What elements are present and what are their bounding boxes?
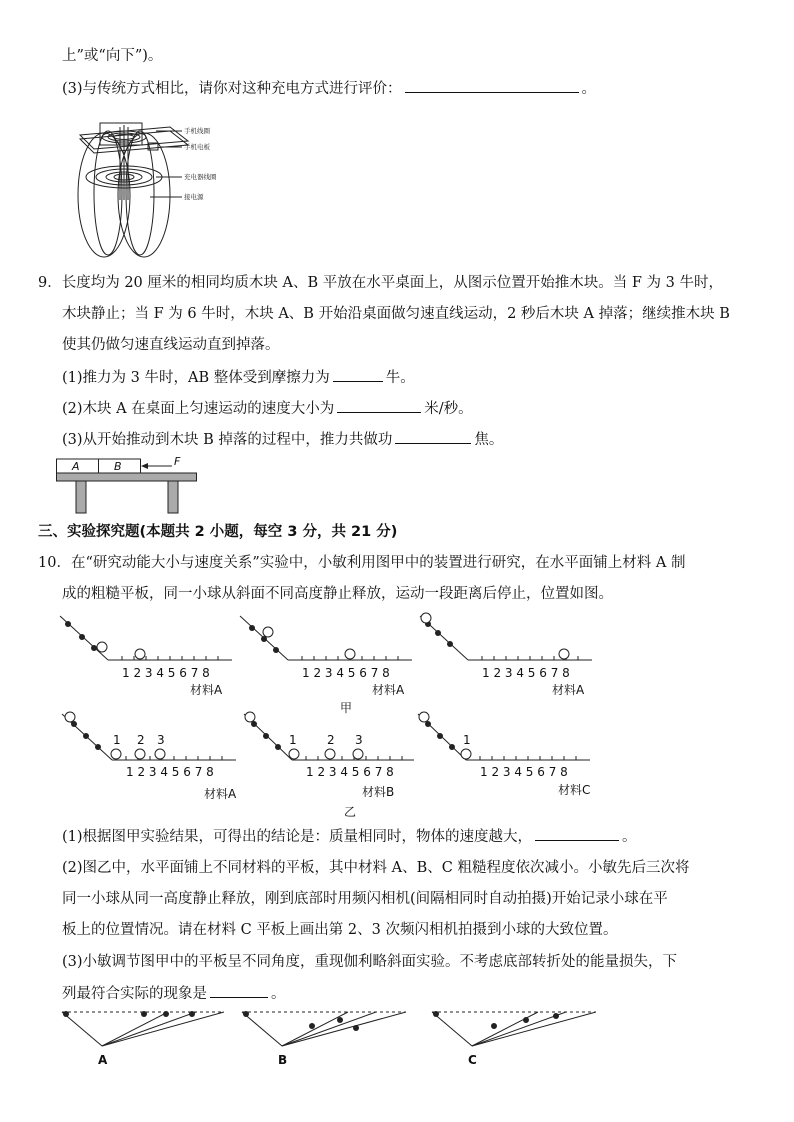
material-label: 材料B [362,785,395,799]
section-3-heading: 三、实验探究题(本题共 2 小题，每空 3 分，共 21 分) [38,524,398,540]
figure-yi-caption: 乙 [344,805,357,819]
q10-part2-line3: 板上的位置情况。请在材料 C 平板上画出第 2、3 次频闪相机拍摄到小球的大致位置。 [62,922,618,938]
position-mark-3: 3 [355,733,363,747]
q9-part2-answer-blank[interactable] [337,398,421,413]
q10-part1-answer-blank[interactable] [535,826,619,841]
q10-part2-line1: (2)图乙中，水平面铺上不同材料的平板，其中材料 A、B、C 粗糙程度依次减小。小敏先后三次将 [62,860,690,876]
tick-labels: 1 2 3 4 5 6 7 8 [126,765,214,779]
position-mark-2: 2 [327,733,335,747]
q8-part3: (3)与传统方式相比，请你对这种充电方式进行评价： 。 [62,78,596,99]
q9-part2: (2)木块 A 在桌面上匀速运动的速度大小为 米/秒。 [62,398,473,419]
ball-start [263,627,273,637]
option-a-label: A [98,1053,108,1067]
svg-text:F: F [174,455,181,468]
table-top [57,473,197,481]
option-b-label: B [278,1053,288,1067]
ball-start [97,642,107,652]
q10-part1: (1)根据图甲实验结果，可得出的结论是：质量相同时，物体的速度越大， 。 [62,826,637,847]
svg-text:A: A [72,460,80,473]
position-mark-3: 3 [157,733,165,747]
ball-stop [345,649,355,659]
position-mark-2: 2 [137,733,145,747]
q10-stem-line2: 成的粗糙平板，同一小球从斜面不同高度静止释放，运动一段距离后停止，位置如图。 [62,586,613,602]
tick-labels: 1 2 3 4 5 6 7 8 [306,765,394,779]
option-diagrams [56,1008,616,1070]
figure-jia [56,612,596,715]
svg-text:B: B [114,460,122,473]
q10-part3-answer-blank[interactable] [210,983,268,998]
ball-stop [135,649,145,659]
q8-part3-label: (3)与传统方式相比，请你对这种充电方式进行评价： [62,81,402,97]
material-label: 材料A [190,683,223,697]
wireless-charging-figure [60,105,217,260]
label-phone-battery: 手机电板 [184,143,210,151]
q8-tail-text: 上”或“向下”)。 [62,48,163,64]
q10-part3-line1: (3)小敏调节图甲中的平板呈不同角度，重现伽利略斜面实验。不考虑底部转折处的能量损失，下 [62,954,678,970]
q9-stem-line3: 使其仍做匀速直线运动直到掉落。 [62,337,280,353]
figure-yi [56,708,596,820]
tick-labels: 1 2 3 4 5 6 7 8 [122,666,210,680]
position-mark-1: 1 [463,733,471,747]
position-mark-1: 1 [289,733,297,747]
q8-part3-answer-blank[interactable] [405,78,579,93]
tick-labels: 1 2 3 4 5 6 7 8 [302,666,390,680]
label-charger-coil: 充电器线圈 [184,173,217,181]
label-power-source: 接电源 [184,193,204,201]
option-c-label: C [468,1053,477,1067]
material-label: 材料A [372,683,405,697]
blocks-on-table-figure [56,456,206,516]
material-label: 材料A [552,683,585,697]
label-phone-coil: 手机线圈 [184,127,210,135]
q9-part3: (3)从开始推动到木块 B 掉落的过程中，推力共做功 焦。 [62,429,503,450]
tick-labels: 1 2 3 4 5 6 7 8 [482,666,570,680]
position-mark-1: 1 [113,733,121,747]
q9-stem-line2: 木块静止；当 F 为 6 牛时，木块 A、B 开始沿桌面做匀速直线运动，2 秒后木块 A 掉落；继续推木块 B [62,306,730,322]
q9-part1: (1)推力为 3 牛时，AB 整体受到摩擦力为 牛。 [62,367,415,388]
material-label: 材料C [558,783,591,797]
table-leg-right [168,481,178,513]
figure-jia-caption: 甲 [340,701,353,715]
q10-stem-line1: 10．在“研究动能大小与速度关系”实验中，小敏利用图甲中的装置进行研究，在水平面铺上材料 A 制 [38,555,686,571]
q10-part3-line2: 列最符合实际的现象是 。 [62,983,286,1004]
material-label: 材料A [204,787,237,801]
q9-part3-answer-blank[interactable] [395,429,471,444]
tick-labels: 1 2 3 4 5 6 7 8 [480,765,568,779]
q10-part2-line2: 同一小球从同一高度静止释放，刚到底部时用频闪相机(间隔相同时自动拍摄)开始记录小球在平 [62,891,668,907]
q9-part1-answer-blank[interactable] [333,367,383,382]
ball-stop [559,649,569,659]
table-leg-left [76,481,86,513]
q9-stem-line1: 9．长度均为 20 厘米的相同均质木块 A、B 平放在水平桌面上，从图示位置开始推木块。当 F 为 3 牛时， [38,275,723,291]
ball-start [421,613,431,623]
